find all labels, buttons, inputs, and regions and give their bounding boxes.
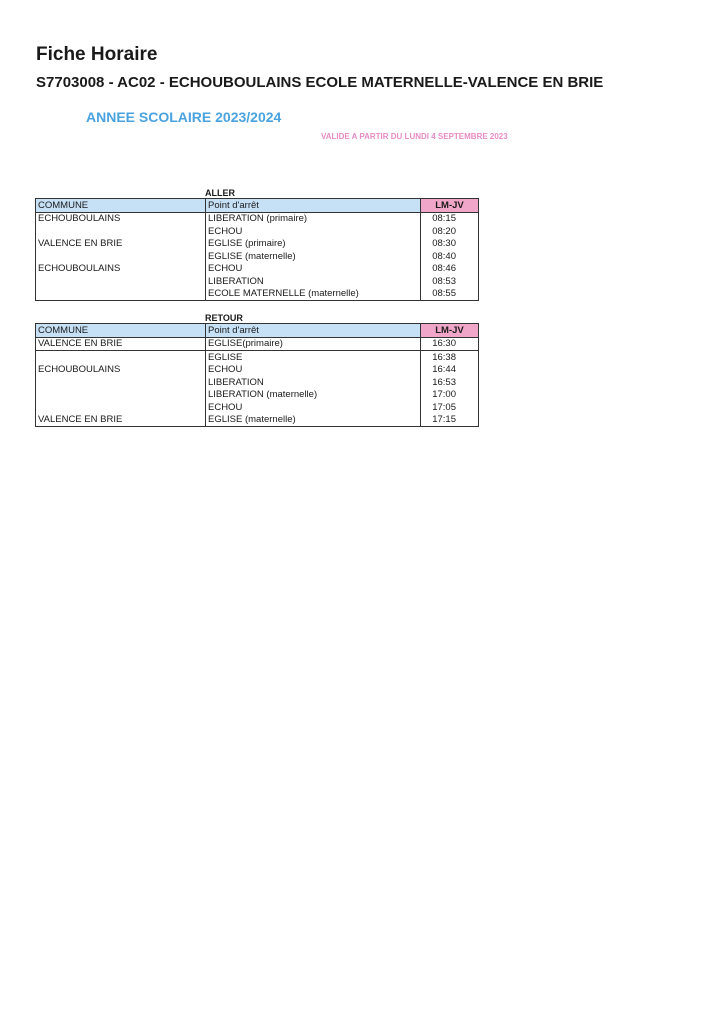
days-header: LM-JV <box>421 324 479 338</box>
stop-cell: ECHOU <box>206 225 421 238</box>
table-row <box>36 337 479 351</box>
stop-cell: EGLISE (maternelle) <box>206 414 421 427</box>
time-cell: 08:20 <box>421 225 479 238</box>
table-row <box>36 376 479 389</box>
table-row <box>36 401 479 414</box>
table-row <box>36 225 479 238</box>
time-cell: 17:15 <box>421 414 479 427</box>
time-cell: 16:44 <box>421 364 479 377</box>
days-header: LM-JV <box>421 199 479 213</box>
stop-cell: LIBERATION <box>206 275 421 288</box>
stop-cell: EGLISE(primaire) <box>206 337 421 351</box>
commune-cell <box>36 225 206 238</box>
table-row <box>36 351 479 364</box>
time-cell: 16:38 <box>421 351 479 364</box>
table-row <box>36 263 479 276</box>
time-cell: 08:40 <box>421 250 479 263</box>
commune-cell <box>36 389 206 402</box>
retour-header-row <box>36 324 479 338</box>
commune-cell <box>36 275 206 288</box>
validity-date: VALIDE A PARTIR DU LUNDI 4 SEPTEMBRE 2023 <box>321 132 508 141</box>
time-cell: 08:53 <box>421 275 479 288</box>
stop-cell: EGLISE (primaire) <box>206 238 421 251</box>
stop-cell: EGLISE <box>206 351 421 364</box>
table-row <box>36 212 479 225</box>
commune-cell <box>36 376 206 389</box>
aller-title: ALLER <box>205 188 235 198</box>
commune-cell: VALENCE EN BRIE <box>36 238 206 251</box>
time-cell: 17:05 <box>421 401 479 414</box>
commune-cell <box>36 288 206 301</box>
table-row <box>36 364 479 377</box>
stop-header: Point d'arrêt <box>206 199 421 213</box>
time-cell: 16:30 <box>421 337 479 351</box>
stop-cell: ECHOU <box>206 401 421 414</box>
stop-cell: ECOLE MATERNELLE (maternelle) <box>206 288 421 301</box>
time-cell: 08:55 <box>421 288 479 301</box>
time-cell: 08:30 <box>421 238 479 251</box>
aller-header-row <box>36 199 479 213</box>
commune-cell: ECHOUBOULAINS <box>36 212 206 225</box>
commune-cell: VALENCE EN BRIE <box>36 337 206 351</box>
commune-cell <box>36 401 206 414</box>
stop-cell: EGLISE (maternelle) <box>206 250 421 263</box>
stop-cell: ECHOU <box>206 263 421 276</box>
commune-cell: VALENCE EN BRIE <box>36 414 206 427</box>
table-row <box>36 389 479 402</box>
retour-table <box>35 323 479 427</box>
time-cell: 08:46 <box>421 263 479 276</box>
commune-cell: ECHOUBOULAINS <box>36 263 206 276</box>
stop-cell: ECHOU <box>206 364 421 377</box>
time-cell: 17:00 <box>421 389 479 402</box>
table-row <box>36 238 479 251</box>
commune-cell <box>36 351 206 364</box>
stop-cell: LIBERATION (primaire) <box>206 212 421 225</box>
time-cell: 16:53 <box>421 376 479 389</box>
line-name: S7703008 - AC02 - ECHOUBOULAINS ECOLE MATERNELLE-VALENCE EN BRIE <box>36 74 604 91</box>
time-cell: 08:15 <box>421 212 479 225</box>
stop-header: Point d'arrêt <box>206 324 421 338</box>
table-row <box>36 288 479 301</box>
school-year: ANNEE SCOLAIRE 2023/2024 <box>86 109 282 125</box>
stop-cell: LIBERATION (maternelle) <box>206 389 421 402</box>
retour-title: RETOUR <box>205 313 243 323</box>
commune-cell: ECHOUBOULAINS <box>36 364 206 377</box>
page-title: Fiche Horaire <box>36 44 158 65</box>
table-row <box>36 414 479 427</box>
aller-table <box>35 198 479 301</box>
commune-header: COMMUNE <box>36 199 206 213</box>
commune-header: COMMUNE <box>36 324 206 338</box>
commune-cell <box>36 250 206 263</box>
stop-cell: LIBERATION <box>206 376 421 389</box>
table-row <box>36 275 479 288</box>
table-row <box>36 250 479 263</box>
